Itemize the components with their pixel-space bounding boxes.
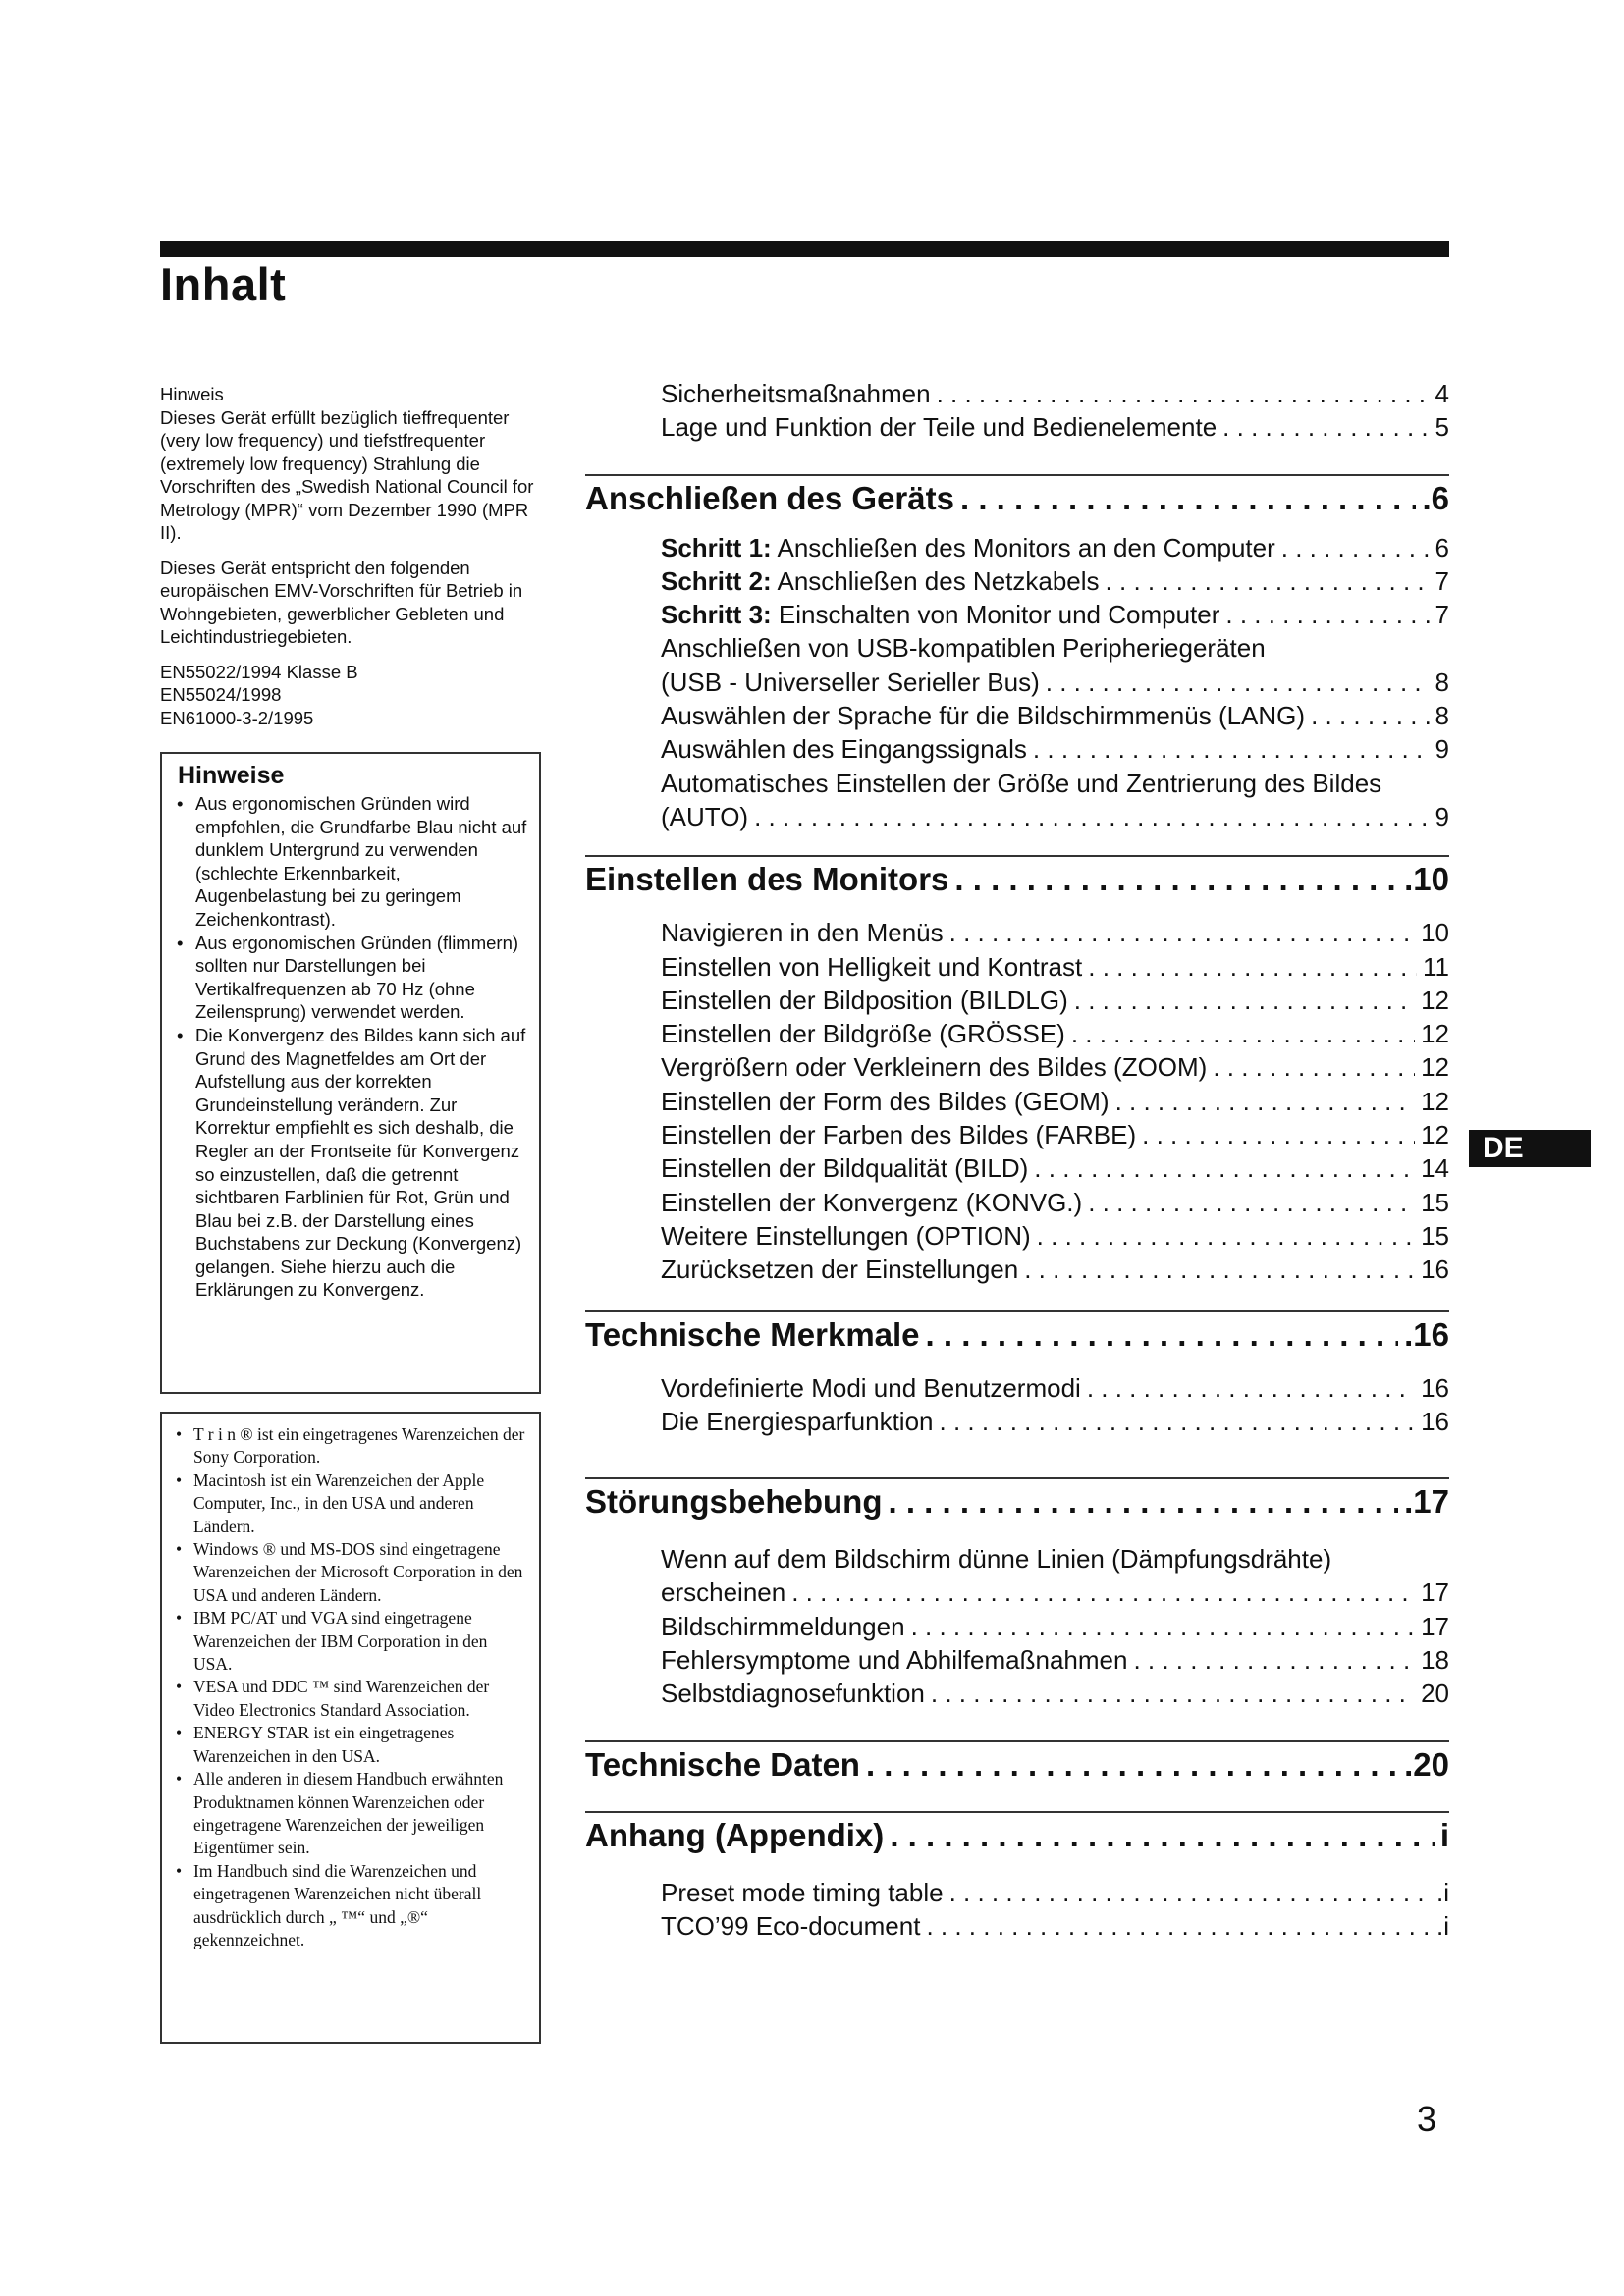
toc-entry[interactable]: Einstellen der Farben des Bildes (FARBE) . . . 12 bbox=[661, 1118, 1449, 1151]
toc-section-daten[interactable]: Technische Daten . . . .20 bbox=[585, 1740, 1449, 1784]
toc-entry[interactable]: Preset mode timing table . . . .i bbox=[661, 1876, 1449, 1909]
standards bbox=[160, 661, 543, 730]
notice-title: Hinweis bbox=[160, 384, 224, 404]
trademark-item: • ENERGY STAR ist ein eingetragenes Warenzeichen in den USA. bbox=[176, 1722, 527, 1768]
toc-entry[interactable]: Bildschirmmeldungen . . . 17 bbox=[661, 1610, 1449, 1643]
toc-entry-line[interactable]: Wenn auf dem Bildschirm dünne Linien (Dämpfungsdrähte) bbox=[661, 1544, 1332, 1575]
trademark-item: • Windows ® und MS-DOS sind eingetragene Warenzeichen der Microsoft Corporation in den USA und anderen Ländern. bbox=[176, 1538, 527, 1607]
toc-entry[interactable]: Einstellen der Bildposition (BILDLG) . . . 12 bbox=[661, 984, 1449, 1017]
toc-section-anhang[interactable]: Anhang (Appendix) . . . i bbox=[585, 1811, 1449, 1854]
hinweis-item: • Aus ergonomischen Gründen wird empfohlen, die Grundfarbe Blau nicht auf dunklem Untergrund zu verwenden (schlechte Erkennbarkeit, Augenbelastung bei zu geringem Zeichenkontrast). bbox=[176, 792, 527, 932]
toc-entry[interactable]: (AUTO) . . . 9 bbox=[661, 800, 1449, 833]
trademark-item: • Macintosh ist ein Warenzeichen der Apple Computer, Inc., in den USA und anderen Ländern. bbox=[176, 1469, 527, 1538]
trademark-item: • IBM PC/AT und VGA sind eingetragene Warenzeichen der IBM Corporation in den USA. bbox=[176, 1607, 527, 1676]
emv-text: Dieses Gerät entspricht den folgenden europäischen EMV-Vorschriften für Betrieb in Wohngebieten, gewerblicher Gebleten und Leichtindustriegebieten. bbox=[160, 557, 523, 647]
toc-entry[interactable]: Einstellen von Helligkeit und Kontrast . . . 11 bbox=[661, 950, 1449, 984]
toc-entry[interactable]: Auswählen der Sprache für die Bildschirmmenüs (LANG) . . . 8 bbox=[661, 699, 1449, 732]
toc-entry[interactable]: Fehlersymptome und Abhilfemaßnahmen . . . 18 bbox=[661, 1643, 1449, 1677]
toc-section-monitor[interactable]: Einstellen des Monitors . . . .10 bbox=[585, 855, 1449, 898]
trademark-item: • T r i n ® ist ein eingetragenes Warenzeichen der Sony Corporation. bbox=[176, 1423, 527, 1469]
title-rule bbox=[160, 241, 1449, 257]
toc-entry[interactable]: erscheinen . . . 17 bbox=[661, 1575, 1449, 1609]
trademark-item: • Im Handbuch sind die Warenzeichen und eingetragenen Warenzeichen nicht überall ausdrücklich durch „ ™“ und „®“ gekennzeichnet. bbox=[176, 1860, 527, 1952]
left-column bbox=[160, 383, 543, 741]
toc-entry-line[interactable]: Automatisches Einstellen der Größe und Zentrierung des Bildes bbox=[661, 768, 1382, 798]
toc-entry[interactable]: Zurücksetzen der Einstellungen . . . 16 bbox=[661, 1253, 1449, 1286]
notice-text: Dieses Gerät erfüllt bezüglich tieffrequenter (very low frequency) und tiefstfrequenter (extremely low frequency) Strahlung die Vorschriften des „Swedish National Council for Metrology (MPR)“ vom Dezember 1990 (MPR II). bbox=[160, 406, 534, 543]
standard-item: EN61000-3-2/1995 bbox=[160, 707, 314, 728]
trademark-item: • VESA und DDC ™ sind Warenzeichen der Video Electronics Standard Association. bbox=[176, 1676, 527, 1722]
toc-entry[interactable]: Sicherheitsmaßnahmen . . . 4 bbox=[661, 377, 1449, 410]
toc-entry[interactable]: Einstellen der Form des Bildes (GEOM) . . . 12 bbox=[661, 1085, 1449, 1118]
toc-entry[interactable]: Schritt 2: Anschließen des Netzkabels . . . 7 bbox=[661, 564, 1449, 598]
standard-item: EN55022/1994 Klasse B bbox=[160, 661, 358, 682]
toc-section-stoerung[interactable]: Störungsbehebung . . . .17 bbox=[585, 1477, 1449, 1521]
table-of-contents bbox=[585, 377, 1449, 1943]
toc-entry[interactable]: Vordefinierte Modi und Benutzermodi . . . 16 bbox=[661, 1371, 1449, 1405]
toc-section-anschliessen[interactable]: Anschließen des Geräts . . . .6 bbox=[585, 474, 1449, 517]
page-number: 3 bbox=[1417, 2099, 1437, 2139]
notice bbox=[160, 383, 543, 545]
hinweis-item: • Aus ergonomischen Gründen (flimmern) sollten nur Darstellungen bei Vertikalfrequenzen ab 70 Hz (ohne Zeilensprung) verwendet werden. bbox=[176, 932, 527, 1024]
toc-entry[interactable]: (USB - Universeller Serieller Bus) . . . 8 bbox=[661, 666, 1449, 699]
trademark-item: • Alle anderen in diesem Handbuch erwähnten Produktnamen können Warenzeichen oder eingetragene Warenzeichen der jeweiligen Eigentümer sein. bbox=[176, 1768, 527, 1860]
toc-entry[interactable]: Vergrößern oder Verkleinern des Bildes (ZOOM) . . . 12 bbox=[661, 1050, 1449, 1084]
toc-entry[interactable]: Schritt 3: Einschalten von Monitor und Computer . . . 7 bbox=[661, 598, 1449, 631]
standard-item: EN55024/1998 bbox=[160, 684, 282, 705]
toc-entry[interactable]: Selbstdiagnosefunktion . . . 20 bbox=[661, 1677, 1449, 1710]
toc-section-merkmale[interactable]: Technische Merkmale . . . .16 bbox=[585, 1310, 1449, 1354]
toc-entry[interactable]: Einstellen der Bildgröße (GRÖSSE) . . . 12 bbox=[661, 1017, 1449, 1050]
hinweis-item: • Die Konvergenz des Bildes kann sich auf Grund des Magnetfeldes am Ort der Aufstellung aus der korrekten Grundeinstellung verändern. Zur Korrektur empfiehlt es sich deshalb, die Regler an der Frontseite für Konvergenz so einzustellen, daß die getrennt sichtbaren Farblinien für Rot, Grün und Blau bei z.B. der Darstellung eines Buchstabens zur Deckung (Konvergenz) gelangen. Siehe hierzu auch die Erklärungen zu Konvergenz. bbox=[176, 1024, 527, 1302]
page-title: Inhalt bbox=[160, 258, 287, 310]
toc-entry[interactable]: Lage und Funktion der Teile und Bedienelemente . . . 5 bbox=[661, 410, 1449, 444]
hinweise-box bbox=[160, 752, 541, 1394]
toc-entry[interactable]: Einstellen der Konvergenz (KONVG.) . . . 15 bbox=[661, 1186, 1449, 1219]
toc-entry[interactable]: TCO’99 Eco-document . . . .i bbox=[661, 1909, 1449, 1943]
toc-entry-line[interactable]: Anschließen von USB-kompatiblen Peripheriegeräten bbox=[661, 633, 1266, 664]
toc-entry[interactable]: Navigieren in den Menüs . . . 10 bbox=[661, 916, 1449, 949]
toc-entry[interactable]: Schritt 1: Anschließen des Monitors an den Computer . . . 6 bbox=[661, 531, 1449, 564]
toc-entry[interactable]: Die Energiesparfunktion . . . 16 bbox=[661, 1405, 1449, 1438]
language-tab: DE bbox=[1469, 1130, 1591, 1167]
hinweise-title: Hinweise bbox=[178, 762, 285, 789]
toc-entry[interactable]: Auswählen des Eingangssignals . . . 9 bbox=[661, 732, 1449, 766]
toc-entry[interactable]: Weitere Einstellungen (OPTION) . . . 15 bbox=[661, 1219, 1449, 1253]
toc-entry[interactable]: Einstellen der Bildqualität (BILD) . . . 14 bbox=[661, 1151, 1449, 1185]
trademarks-box bbox=[160, 1412, 541, 2044]
